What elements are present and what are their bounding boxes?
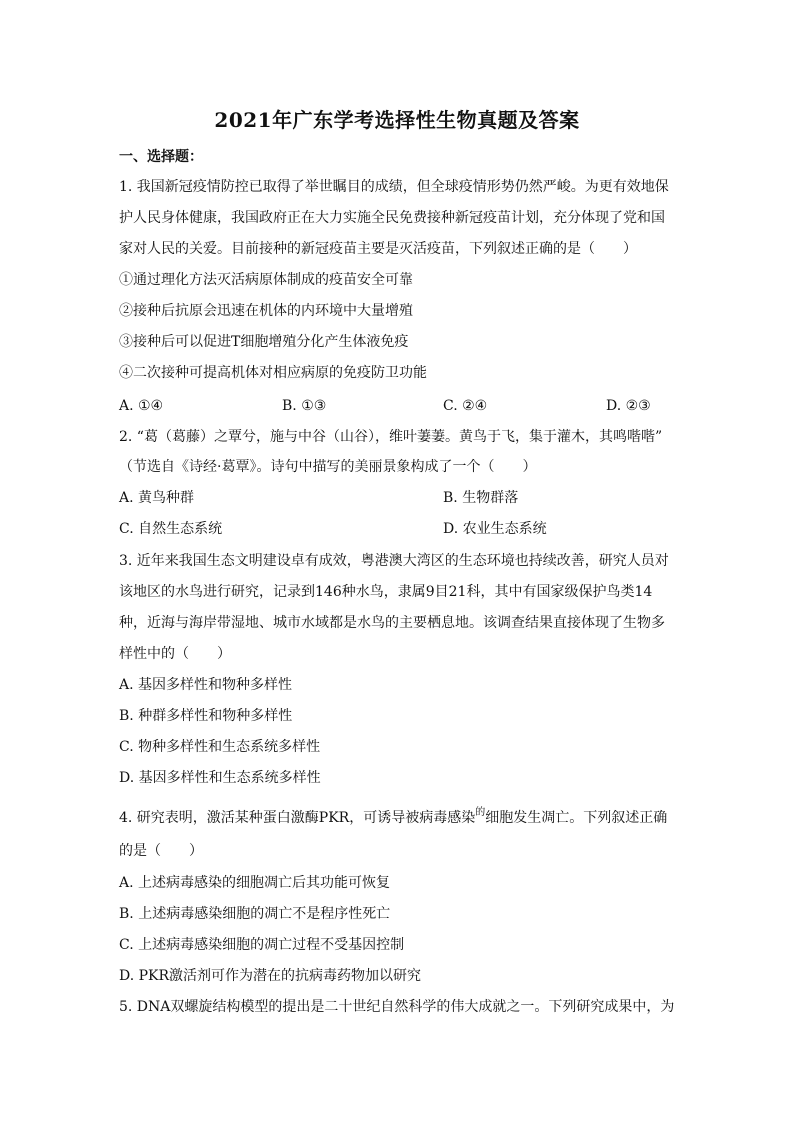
q4-line-1-superscript: 的 xyxy=(475,807,486,818)
q4-line-1-end: 细胞发生凋亡。下列叙述正确 xyxy=(485,810,668,826)
q4-line-1 xyxy=(119,809,667,829)
q3-line-3: 种，近海与海岸带湿地、城市水域都是水鸟的主要栖息地。该调查结果直接体现了生物多 xyxy=(119,615,665,631)
q3-option-a: A. 基因多样性和物种多样性 xyxy=(119,677,293,693)
q4-option-b: B. 上述病毒感染细胞的凋亡不是程序性死亡 xyxy=(119,906,391,922)
q3-line-4: 样性中的（ ） xyxy=(119,646,231,662)
q1-line-1: 1. 我国新冠疫情防控已取得了举世瞩目的成绩，但全球疫情形势仍然严峻。为更有效地保 xyxy=(119,179,669,195)
document-title: 2021年广东学考选择性生物真题及答案 xyxy=(214,108,580,132)
q1-line-3: 家对人民的关爱。目前接种的新冠疫苗主要是灭活疫苗，下列叙述正确的是（ ） xyxy=(119,241,637,257)
q1-statement-1: ①通过理化方法灭活病原体制成的疫苗安全可靠 xyxy=(119,272,413,288)
q3-option-d: D. 基因多样性和生态系统多样性 xyxy=(119,770,321,786)
q1-option-a: A. ①④ xyxy=(119,398,164,414)
q2-line-2: （节选自《诗经·葛覃》。诗句中描写的美丽景象构成了一个（ ） xyxy=(119,459,537,475)
q1-line-2: 护人民身体健康，我国政府正在大力实施全民免费接种新冠疫苗计划，充分体现了党和国 xyxy=(119,210,665,226)
q2-option-a: A. 黄鸟种群 xyxy=(119,490,195,506)
q2-option-d: D. 农业生态系统 xyxy=(443,521,547,537)
q1-statement-2: ②接种后抗原会迅速在机体的内环境中大量增殖 xyxy=(119,303,413,319)
q1-option-b: B. ①③ xyxy=(282,398,327,414)
q4-option-d: D. PKR激活剂可作为潜在的抗病毒药物加以研究 xyxy=(119,968,422,984)
q1-statement-4: ④二次接种可提高机体对相应病原的免疫防卫功能 xyxy=(119,365,427,381)
q4-option-c: C. 上述病毒感染细胞的凋亡过程不受基因控制 xyxy=(119,937,405,953)
q3-option-b: B. 种群多样性和物种多样性 xyxy=(119,708,293,724)
q3-line-1: 3. 近年来我国生态文明建设卓有成效，粤港澳大湾区的生态环境也持续改善，研究人员对 xyxy=(119,553,669,569)
q3-option-c: C. 物种多样性和生态系统多样性 xyxy=(119,739,321,755)
section-heading: 一、选择题： xyxy=(119,149,203,165)
q4-line-1-start: 4. 研究表明，激活某种蛋白激酶PKR，可诱导被病毒感染 xyxy=(119,810,476,826)
q1-statement-3: ③接种后可以促进T细胞增殖分化产生体液免疫 xyxy=(119,334,409,350)
q1-option-c: C. ②④ xyxy=(443,398,488,414)
q4-option-a: A. 上述病毒感染的细胞凋亡后其功能可恢复 xyxy=(119,875,391,891)
q5-line-1: 5. DNA双螺旋结构模型的提出是二十世纪自然科学的伟大成就之一。下列研究成果中，为 xyxy=(119,999,675,1015)
q3-line-2: 该地区的水鸟进行研究，记录到146种水鸟，隶属9目21科，其中有国家级保护鸟类14 xyxy=(119,584,653,600)
q4-line-2: 的是（ ） xyxy=(119,843,203,859)
q2-option-c: C. 自然生态系统 xyxy=(119,521,223,537)
q2-line-1: 2. “葛（葛藤）之覃兮，施与中谷（山谷），维叶萋萋。黄鸟于飞，集于灌木，其鸣喈喈” xyxy=(119,429,663,445)
q1-option-d: D. ②③ xyxy=(606,398,651,414)
q2-option-b: B. 生物群落 xyxy=(443,490,519,506)
